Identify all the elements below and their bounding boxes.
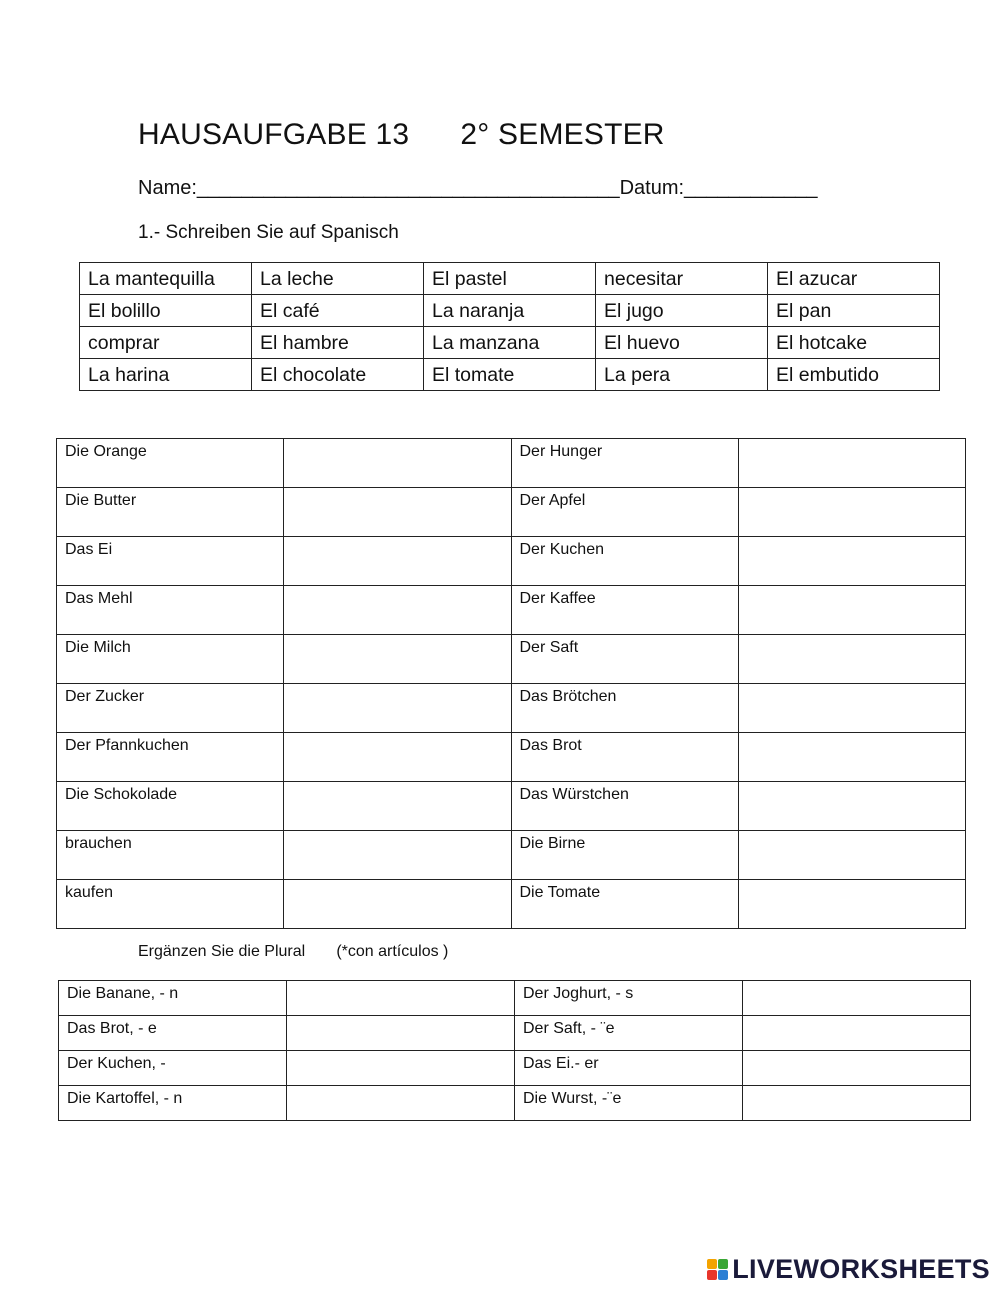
answer-blank[interactable] [738, 635, 965, 684]
german-word-cell: Der Kuchen, - [59, 1051, 287, 1086]
answer-blank[interactable] [284, 782, 511, 831]
translation-row [57, 684, 966, 733]
translation-row [57, 635, 966, 684]
answer-blank[interactable] [287, 1086, 515, 1121]
answer-blank[interactable] [738, 733, 965, 782]
answer-blank[interactable] [743, 1016, 971, 1051]
german-word-cell: Die Milch [57, 635, 284, 684]
vocab-cell: El huevo [596, 327, 768, 359]
logo-text: LIVEWORKSHEETS [732, 1254, 990, 1284]
answer-blank[interactable] [738, 831, 965, 880]
answer-blank[interactable] [284, 537, 511, 586]
spanish-vocab-table [79, 262, 940, 391]
vocab-row [80, 295, 940, 327]
answer-blank[interactable] [284, 488, 511, 537]
german-word-cell: Der Joghurt, - s [515, 981, 743, 1016]
german-word-cell: Die Banane, - n [59, 981, 287, 1016]
answer-blank[interactable] [738, 684, 965, 733]
vocab-cell: El jugo [596, 295, 768, 327]
answer-blank[interactable] [743, 981, 971, 1016]
answer-blank[interactable] [738, 586, 965, 635]
answer-blank[interactable] [284, 586, 511, 635]
vocab-row [80, 263, 940, 295]
vocab-cell: El embutido [768, 359, 940, 391]
plural-table [58, 980, 971, 1121]
plural-row [59, 1051, 971, 1086]
translation-row [57, 733, 966, 782]
vocab-row [80, 327, 940, 359]
vocab-cell: La harina [80, 359, 252, 391]
vocab-row [80, 359, 940, 391]
vocab-cell: La pera [596, 359, 768, 391]
answer-blank[interactable] [284, 635, 511, 684]
vocab-cell: El hambre [252, 327, 424, 359]
answer-blank[interactable] [743, 1086, 971, 1121]
translation-table [56, 438, 966, 929]
german-word-cell: Das Brötchen [511, 684, 738, 733]
vocab-cell: El pastel [424, 263, 596, 295]
german-word-cell: Das Brot [511, 733, 738, 782]
translation-row [57, 880, 966, 929]
german-word-cell: Der Apfel [511, 488, 738, 537]
german-word-cell: Die Kartoffel, - n [59, 1086, 287, 1121]
german-word-cell: Das Mehl [57, 586, 284, 635]
answer-blank[interactable] [738, 782, 965, 831]
translation-row [57, 439, 966, 488]
german-word-cell: Das Würstchen [511, 782, 738, 831]
german-word-cell: Der Hunger [511, 439, 738, 488]
translation-row [57, 782, 966, 831]
german-word-cell: Der Saft [511, 635, 738, 684]
german-word-cell: Die Orange [57, 439, 284, 488]
german-word-cell: Die Schokolade [57, 782, 284, 831]
german-word-cell: Der Kuchen [511, 537, 738, 586]
german-word-cell: Das Ei.- er [515, 1051, 743, 1086]
german-word-cell: Der Saft, - ¨e [515, 1016, 743, 1051]
vocab-cell: El tomate [424, 359, 596, 391]
answer-blank[interactable] [287, 981, 515, 1016]
german-word-cell: Der Kaffee [511, 586, 738, 635]
answer-blank[interactable] [284, 880, 511, 929]
german-word-cell: kaufen [57, 880, 284, 929]
answer-blank[interactable] [287, 1051, 515, 1086]
name-date-line: Name:______________________________________Datum:____________ [138, 177, 818, 199]
vocab-cell: La mantequilla [80, 263, 252, 295]
answer-blank[interactable] [743, 1051, 971, 1086]
liveworksheets-logo [707, 1254, 990, 1285]
translation-row [57, 831, 966, 880]
plural-row [59, 1086, 971, 1121]
translation-row [57, 537, 966, 586]
vocab-cell: El hotcake [768, 327, 940, 359]
german-word-cell: Das Ei [57, 537, 284, 586]
vocab-cell: El pan [768, 295, 940, 327]
vocab-cell: El azucar [768, 263, 940, 295]
plural-instruction: Ergänzen Sie die Plural (*con artículos ) [138, 943, 449, 960]
plural-row [59, 981, 971, 1016]
exercise-1-instruction: 1.- Schreiben Sie auf Spanisch [138, 222, 399, 243]
plural-row [59, 1016, 971, 1051]
translation-row [57, 586, 966, 635]
german-word-cell: Der Pfannkuchen [57, 733, 284, 782]
answer-blank[interactable] [738, 488, 965, 537]
vocab-cell: La manzana [424, 327, 596, 359]
vocab-cell: necesitar [596, 263, 768, 295]
answer-blank[interactable] [284, 831, 511, 880]
vocab-cell: El chocolate [252, 359, 424, 391]
vocab-cell: El café [252, 295, 424, 327]
answer-blank[interactable] [738, 537, 965, 586]
vocab-cell: El bolillo [80, 295, 252, 327]
answer-blank[interactable] [284, 684, 511, 733]
answer-blank[interactable] [287, 1016, 515, 1051]
vocab-cell: comprar [80, 327, 252, 359]
vocab-cell: La leche [252, 263, 424, 295]
german-word-cell: brauchen [57, 831, 284, 880]
german-word-cell: Das Brot, - e [59, 1016, 287, 1051]
german-word-cell: Die Wurst, -¨e [515, 1086, 743, 1121]
german-word-cell: Die Birne [511, 831, 738, 880]
answer-blank[interactable] [738, 880, 965, 929]
translation-row [57, 488, 966, 537]
worksheet-title: HAUSAUFGABE 13 2° SEMESTER [138, 118, 665, 151]
vocab-cell: La naranja [424, 295, 596, 327]
logo-badge-icon [707, 1259, 728, 1280]
answer-blank[interactable] [284, 733, 511, 782]
german-word-cell: Die Tomate [511, 880, 738, 929]
german-word-cell: Die Butter [57, 488, 284, 537]
answer-blank[interactable] [738, 439, 965, 488]
answer-blank[interactable] [284, 439, 511, 488]
german-word-cell: Der Zucker [57, 684, 284, 733]
